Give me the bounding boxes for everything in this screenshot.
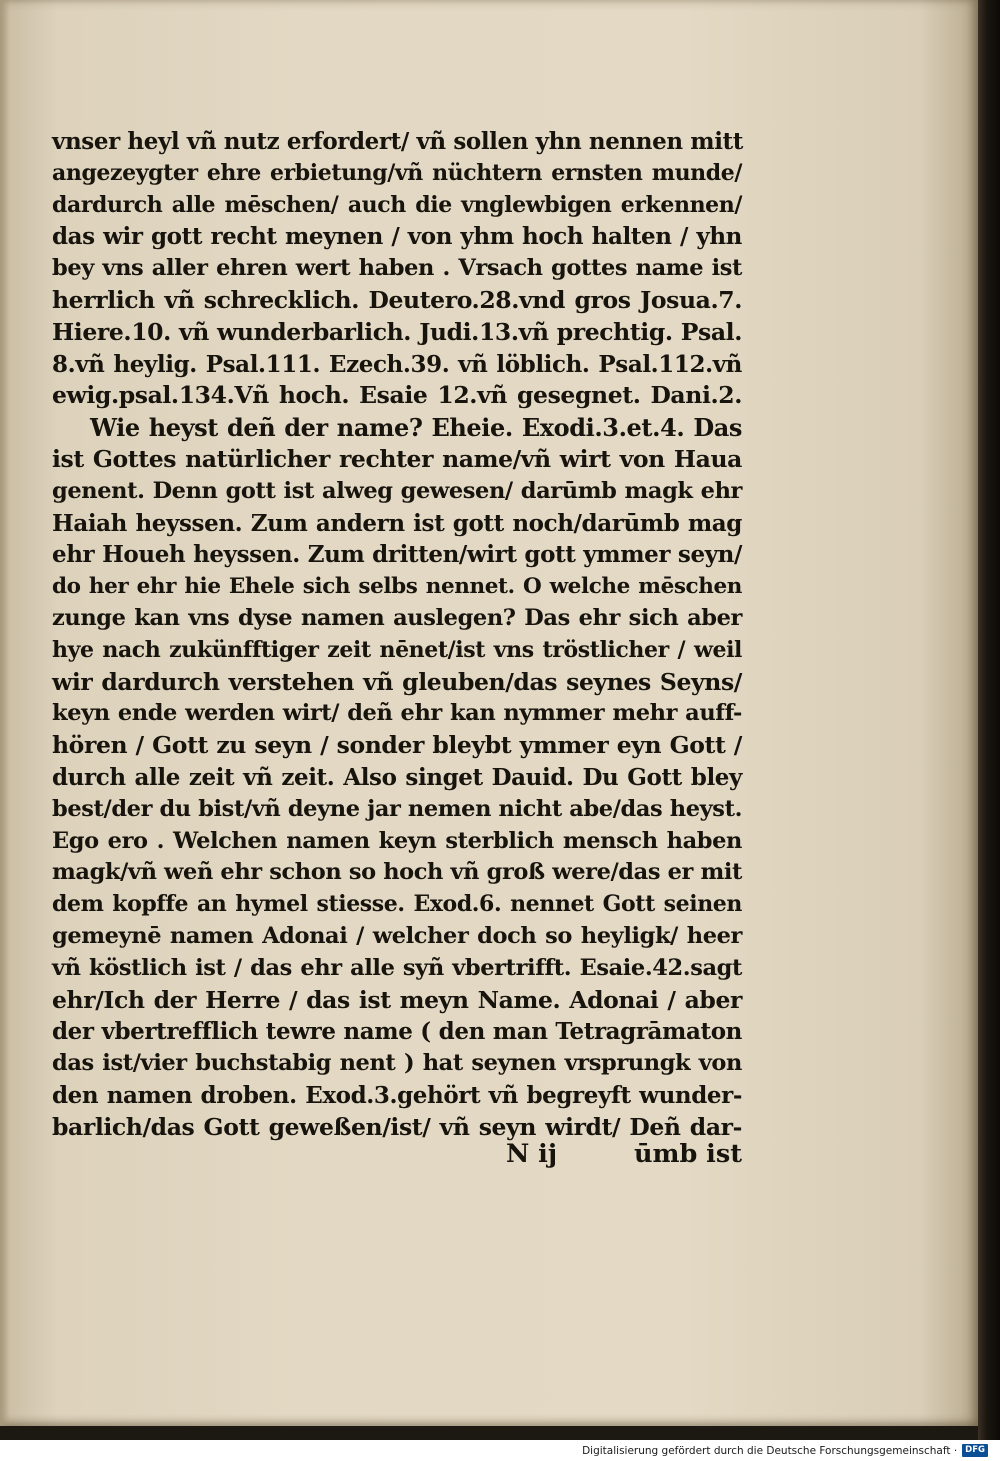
- text-line: wir dardurch verstehen vñ gleuben/das seynes Seyns/: [52, 667, 742, 696]
- text-line: herrlich vñ schrecklich. Deutero.28.vnd gros Josua.7.: [52, 285, 742, 314]
- text-line: do her ehr hie Ehele sich selbs nennet. O welche mēschen: [52, 574, 742, 600]
- text-line: barlich/das Gott geweßen/ist/ vñ seyn wirdt/ Deñ dar-: [52, 1112, 742, 1141]
- digitization-credit-text: Digitalisierung gefördert durch die Deutsche Forschungsgemeinschaft ·: [582, 1444, 958, 1457]
- paragraph-start-line: Wie heyst deñ der name? Eheie. Exodi.3.et.4. Das: [90, 413, 742, 443]
- signature-mark: N ij: [506, 1139, 558, 1169]
- book-spine-shadow: [978, 0, 1000, 1440]
- page-footer-marks: [506, 1139, 742, 1171]
- text-line: Hiere.10. vñ wunderbarlich. Judi.13.vñ prechtig. Psal.: [52, 317, 742, 346]
- text-line: durch alle zeit vñ zeit. Also singet Dauid. Du Gott bley: [52, 763, 742, 791]
- text-line: hye nach zukünfftiger zeit nēnet/ist vns tröstlicher / weil: [52, 636, 742, 663]
- text-line: gemeynē namen Adonai / welcher doch so heyligk/ heer: [52, 922, 742, 949]
- text-line: vñ köstlich ist / das ehr alle syñ vbertrifft. Esaie.42.sagt: [52, 954, 742, 981]
- text-line: 8.vñ heylig. Psal.111. Ezech.39. vñ löblich. Psal.112.vñ: [52, 350, 742, 378]
- text-line: vnser heyl vñ nutz erfordert/ vñ sollen yhn nennen mitt: [52, 128, 743, 155]
- text-line: ewig.psal.134.Vñ hoch. Esaie 12.vñ gesegnet. Dani.2.: [52, 381, 742, 410]
- text-line: genent. Denn gott ist alweg gewesen/ darūmb magk ehr: [52, 477, 742, 504]
- text-line: das wir gott recht meynen / von yhm hoch halten / yhn: [52, 223, 742, 251]
- text-line: angezeygter ehre erbietung/vñ nüchtern ernsten munde/: [52, 159, 742, 186]
- text-line: den namen droben. Exod.3.gehört vñ begreyft wunder-: [52, 1081, 742, 1109]
- digitization-credit-bar: [0, 1440, 1000, 1461]
- text-line: keyn ende werden wirt/ deñ ehr kan nymmer mehr auff-: [52, 700, 742, 727]
- text-line: magk/vñ weñ ehr schon so hoch vñ groß were/das er mit: [52, 859, 742, 886]
- text-line: ehr/Ich der Herre / das ist meyn Name. Adonai / aber: [52, 985, 742, 1014]
- text-line: zunge kan vns dyse namen auslegen? Das ehr sich aber: [52, 604, 742, 631]
- text-line: bey vns aller ehren wert haben . Vrsach gottes name ist: [52, 255, 742, 282]
- text-line: Haiah heyssen. Zum andern ist gott noch/darūmb mag: [52, 509, 742, 537]
- text-line: das ist/vier buchstabig nent ) hat seynen vrsprungk von: [52, 1050, 742, 1077]
- page-text-block: [52, 126, 742, 1144]
- text-line: dardurch alle mēschen/ auch die vnglewbigen erkennen/: [52, 191, 742, 218]
- text-line: ist Gottes natürlicher rechter name/vñ wirt von Haua: [52, 444, 742, 473]
- text-line: hören / Gott zu seyn / sonder bleybt ymmer eyn Gott /: [52, 731, 742, 760]
- text-line: best/der du bist/vñ deyne jar nemen nicht abe/das heyst.: [52, 795, 742, 822]
- catchword: ūmb ist: [633, 1139, 742, 1169]
- page-edge-shadow: [0, 0, 10, 1426]
- text-line: Ego ero . Welchen namen keyn sterblich mensch haben: [52, 827, 742, 854]
- dfg-logo-icon: DFG: [962, 1444, 988, 1457]
- text-line: der vbertrefflich tewre name ( den man Tetragrāmaton: [52, 1018, 742, 1046]
- text-line: ehr Houeh heyssen. Zum dritten/wirt gott ymmer seyn/: [52, 541, 742, 569]
- text-line: dem kopffe an hymel stiesse. Exod.6. nennet Gott seinen: [52, 891, 742, 918]
